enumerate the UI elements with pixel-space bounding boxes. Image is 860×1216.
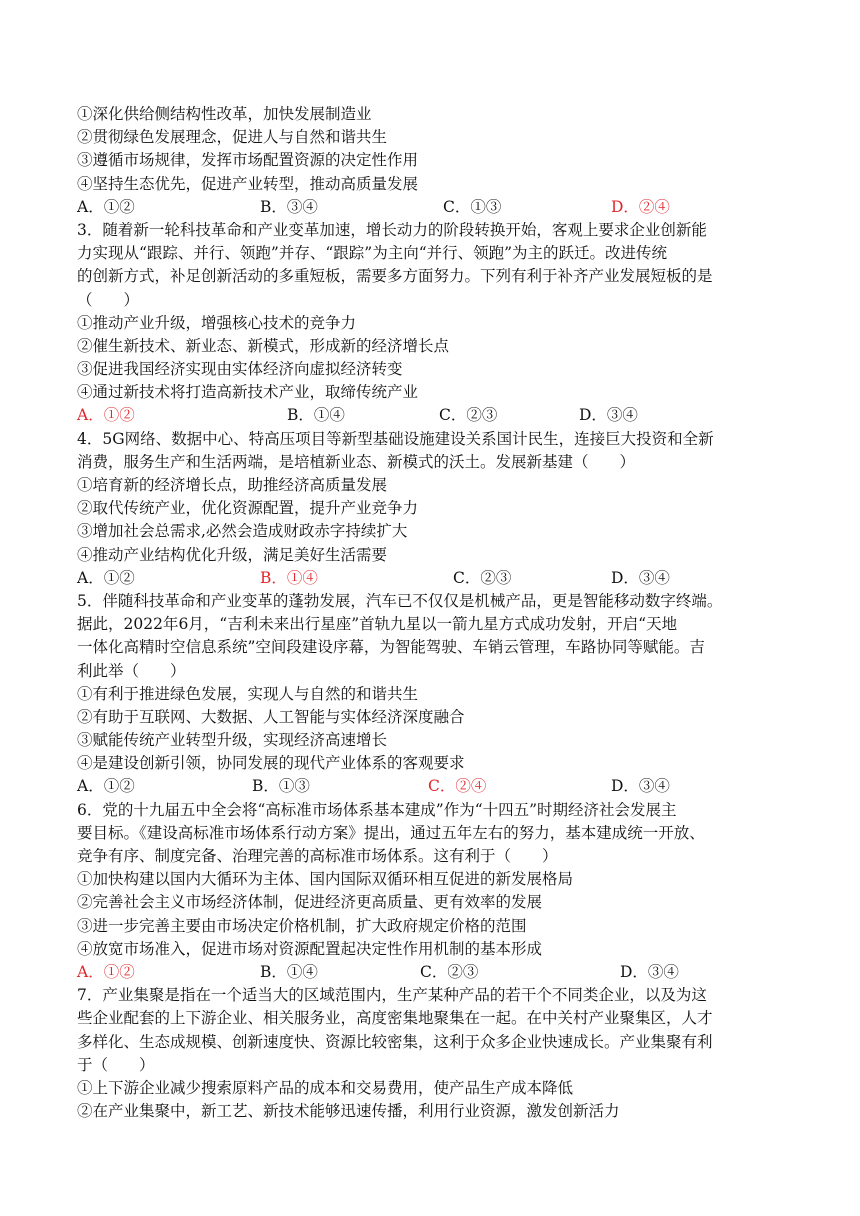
option-c: C．①③ <box>443 197 502 216</box>
statement: ④坚持生态优先，促进产业转型，推动高质量发展 <box>77 174 419 193</box>
question-stem: 3．随着新一轮科技革命和产业变革加速，增长动力的阶段转换开始，客观上要求企业创新能 <box>77 220 707 239</box>
question-stem: 利此举（ ） <box>77 661 186 680</box>
options-row <box>77 961 785 984</box>
options-row <box>77 567 785 590</box>
option-c: C．②③ <box>439 406 498 425</box>
statement: ②取代传统产业，优化资源配置，提升产业竞争力 <box>77 499 419 518</box>
question-5 <box>77 590 785 799</box>
statement: ①上下游企业减少搜索原料产品的成本和交易费用，使产品生产成本降低 <box>77 1078 574 1097</box>
statement: ④推动产业结构优化升级，满足美好生活需要 <box>77 545 388 564</box>
statement: ③增加社会总需求,必然会造成财政赤字持续扩大 <box>77 522 408 541</box>
option-d: D．③④ <box>611 568 670 587</box>
statement: ②完善社会主义市场经济体制，促进经济更高质量、更有效率的发展 <box>77 893 543 912</box>
option-b: B．①④ <box>260 962 318 981</box>
statement: ②在产业集聚中，新工艺、新技术能够迅速传播，利用行业资源，激发创新活力 <box>77 1102 620 1121</box>
question-3 <box>77 219 785 428</box>
statement: ②催生新技术、新业态、新模式，形成新的经济增长点 <box>77 336 450 355</box>
options-row <box>77 196 785 219</box>
question-stem: 7．产业集聚是指在一个适当大的区域范围内，生产某种产品的若干个不同类企业，以及为这 <box>77 986 707 1005</box>
question-stem: 6．党的十九届五中全会将“高标准市场体系基本建成”作为“十四五”时期经济社会发展主 <box>77 800 677 819</box>
question-stem: 些企业配套的上下游企业、相关服务业，高度密集地聚集在一起。在中关村产业聚集区，人才 <box>77 1009 713 1028</box>
statement: ①有利于推进绿色发展，实现人与自然的和谐共生 <box>77 684 419 703</box>
question-stem: 于（ ） <box>77 1055 155 1074</box>
option-d: D．③④ <box>579 406 638 425</box>
options-row <box>77 775 785 798</box>
question-4 <box>77 428 785 590</box>
question-stem: 竞争有序、制度完备、治理完善的高标准市场体系。这有利于（ ） <box>77 847 558 865</box>
question-2 <box>77 103 785 219</box>
question-stem: 的创新方式，补足创新活动的多重短板，需要多方面努力。下列有利于补齐产业发展短板的是 <box>77 267 713 286</box>
option-d: D．③④ <box>620 962 679 981</box>
question-stem: 消费，服务生产和生活两端，是培植新业态、新模式的沃土。发展新基建（ ） <box>77 452 636 471</box>
worksheet-content <box>77 103 785 1123</box>
option-b: B．③④ <box>260 197 318 216</box>
question-6 <box>77 799 785 985</box>
question-7 <box>77 984 785 1123</box>
option-b-answer: B．①④ <box>260 568 318 587</box>
option-c-answer: C．②④ <box>428 777 487 796</box>
question-stem: 5．伴随科技革命和产业变革的蓬勃发展，汽车已不仅仅是机械产品，更是智能移动数字终端。 <box>77 591 723 610</box>
statement: ③赋能传统产业转型升级，实现经济高速增长 <box>77 731 388 750</box>
statement: ①深化供给侧结构性改革，加快发展制造业 <box>77 105 372 123</box>
question-stem: 4．5G网络、数据中心、特高压项目等新型基础设施建设关系国计民生，连接巨大投资和全新 <box>77 429 714 448</box>
question-stem: 多样化、生态成规模、创新速度快、资源比较密集，这利于众多企业快速成长。产业集聚有利 <box>77 1032 713 1051</box>
statement: ③遵循市场规律，发挥市场配置资源的决定性作用 <box>77 151 419 170</box>
question-stem: （ ） <box>77 290 140 309</box>
option-a-answer: A．①② <box>77 962 135 981</box>
question-stem: 据此，2022年6月，“吉利未来出行星座”首轨九星以一箭九星方式成功发射，开启“天地 <box>77 615 678 634</box>
option-d-answer: D．②④ <box>611 197 670 216</box>
statement: ②有助于互联网、大数据、人工智能与实体经济深度融合 <box>77 707 465 726</box>
statement: ③进一步完善主要由市场决定价格机制，扩大政府规定价格的范围 <box>77 916 527 935</box>
question-stem: 力实现从“跟踪、并行、领跑”并存、“跟踪”为主向“并行、领跑”为主的跃迁。改进传统 <box>77 244 668 263</box>
option-b: B．①④ <box>287 406 345 425</box>
statement: ①培育新的经济增长点，助推经济高质量发展 <box>77 476 388 494</box>
option-a: A．①② <box>77 568 135 587</box>
statement: ④通过新技术将打造高新技术产业，取缔传统产业 <box>77 383 419 402</box>
option-c: C．②③ <box>453 568 512 587</box>
option-b: B．①③ <box>252 777 310 796</box>
option-d: D．③④ <box>611 777 670 796</box>
option-c: C．②③ <box>420 962 479 981</box>
statement: ④放宽市场准入，促进市场对资源配置起决定性作用机制的基本形成 <box>77 939 543 958</box>
option-a-answer: A．①② <box>77 406 135 425</box>
question-stem: 要目标。《建设高标准市场体系行动方案》提出，通过五年左右的努力，基本建成统一开放、 <box>77 823 705 842</box>
question-stem: 一体化高精时空信息系统”空间段建设序幕，为智能驾驶、车销云管理，车路协同等赋能。吉 <box>77 638 705 657</box>
statement: ②贯彻绿色发展理念，促进人与自然和谐共生 <box>77 128 388 147</box>
statement: ④是建设创新引领，协同发展的现代产业体系的客观要求 <box>77 754 465 773</box>
options-row <box>77 404 785 427</box>
option-a: A．①② <box>77 777 135 796</box>
statement: ①加快构建以国内大循环为主体、国内国际双循环相互促进的新发展格局 <box>77 870 574 889</box>
statement: ①推动产业升级，增强核心技术的竞争力 <box>77 313 357 332</box>
option-a: A．①② <box>77 197 135 216</box>
statement: ③促进我国经济实现由实体经济向虚拟经济转变 <box>77 360 403 379</box>
